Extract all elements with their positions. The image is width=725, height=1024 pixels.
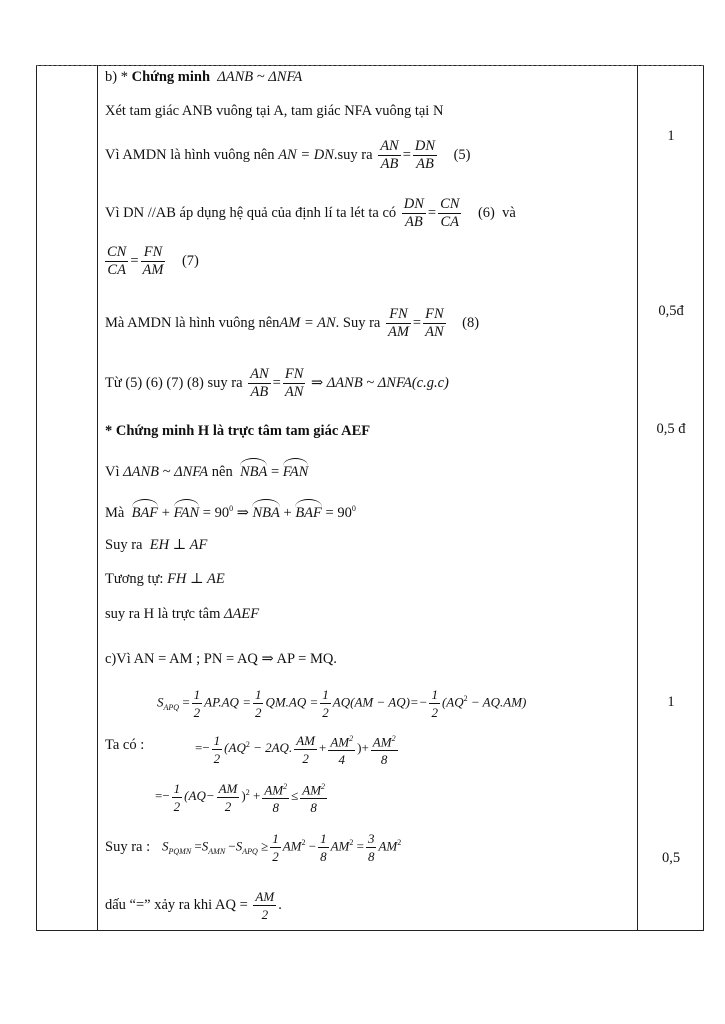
part-c-line: c)Vì AN = AM ; PN = AQ ⇒ AP = MQ. [105, 651, 337, 667]
orthocenter-conclusion: suy ra H là trực tâm ΔAEF [105, 606, 260, 622]
column-divider-right [637, 65, 638, 931]
fraction: $\frac{FN}{AM}$ [142, 244, 164, 278]
step-7-line: $\frac{CN}{CA}$ = $\frac{FN}{AM}$ (7) [107, 244, 199, 278]
angle-sum-line: Mà BAF + FAN = $90^0$ ⇒ NBA + BAF = $90^0$ [105, 500, 356, 522]
column-divider-left [97, 65, 98, 931]
fh-perp-ae: Tương tự: FH ⊥ AE [105, 571, 225, 587]
angle-NBA: NBA [240, 460, 267, 481]
angle-FAN: FAN [283, 460, 309, 481]
fraction: $\frac{AN}{AB}$ [380, 138, 399, 172]
answer-table [36, 65, 704, 931]
angle-equality-line: Vì ΔANB ~ ΔNFA nên NBA = FAN [105, 460, 308, 481]
eh-perp-af: Suy ra EH ⊥ AF [105, 537, 208, 553]
fraction: $\frac{DN}{AB}$ [414, 138, 436, 172]
part-b-heading: b) * Chứng minh ΔANB ~ ΔNFA [105, 69, 303, 85]
score-2: 0,5đ [658, 303, 684, 319]
similarity-conclusion: Từ (5) (6) (7) (8) suy ra $\frac{AN}{AB}$ = $\frac{FN}{AN}$ ⇒ ΔANB ~ ΔNFA(c.g.c) [105, 366, 449, 400]
completed-square-expression: =− $\frac{1}{2}$ (AQ− $\frac{AM}{2}$ )$^2$ + $\frac{AM^2}{8}$ ≤ $\frac{AM^2}{8}$ [155, 778, 329, 816]
step-8-line: Mà AMDN là hình vuông nênAM = AN. Suy ra $\frac{FN}{AM}$ = $\frac{FN}{AN}$ (8) [105, 306, 480, 340]
orthocenter-heading: * Chứng minh H là trực tâm tam giác AEF [105, 423, 371, 439]
step-5-line: Vì AMDN là hình vuông nên AN = DN.suy ra $\frac{AN}{AB}$ = $\frac{DN}{AB}$ (5) [105, 138, 471, 172]
step-6-line: Vì DN //AB áp dụng hệ quả của định lí ta lét ta có $\frac{DN}{AB}$ = $\frac{CN}{CA}$ (6) và [105, 196, 516, 230]
area-pqmn-label: Suy ra : [105, 839, 151, 855]
table-top-border [36, 65, 704, 66]
fraction: $\frac{CN}{CA}$ [107, 244, 127, 278]
fraction: $\frac{CN}{CA}$ [440, 196, 460, 230]
fraction: $\frac{DN}{AB}$ [403, 196, 424, 230]
taco-expression: =− $\frac{1}{2}$ ($AQ^2 - 2AQ$. $\frac{AM}{2}$ + $\frac{AM^2}{4}$ )+ $\frac{AM^2}{8}$ [195, 730, 400, 768]
fraction: $\frac{AN}{AB}$ [250, 366, 269, 400]
area-pqmn-inequality: $S_{PQMN} =S_{AMN} -S_{APQ}$ ≥ $\frac{1}{2}$ $AM^2$ − $\frac{1}{8}$ $AM^2$ = $\frac{3}{8}$ $AM^2$ [162, 831, 402, 864]
equality-condition: dấu “=” xảy ra khi AQ = $\frac{AM}{2}$ . [105, 889, 282, 922]
consider-line: Xét tam giác ANB vuông tại A, tam giác NFA vuông tại N [105, 103, 444, 119]
area-apq-equation: $S_{APQ}$ = $\frac{1}{2}$ AP.AQ = $\frac{1}{2}$ QM.AQ = $\frac{1}{2}$ AQ(AM − AQ)=− $\frac{1}{2}$ $(AQ^2 - AQ.AM)$ [157, 687, 527, 720]
fraction: $\frac{FN}{AN}$ [284, 366, 304, 400]
fraction: $\frac{FN}{AM}$ [387, 306, 409, 340]
fraction: $\frac{FN}{AN}$ [425, 306, 444, 340]
taco-label: Ta có : [105, 737, 145, 753]
score-4: 1 [667, 694, 675, 710]
score-1: 1 [667, 128, 675, 144]
score-3: 0,5 đ [656, 421, 686, 437]
score-5: 0,5 [661, 850, 681, 866]
